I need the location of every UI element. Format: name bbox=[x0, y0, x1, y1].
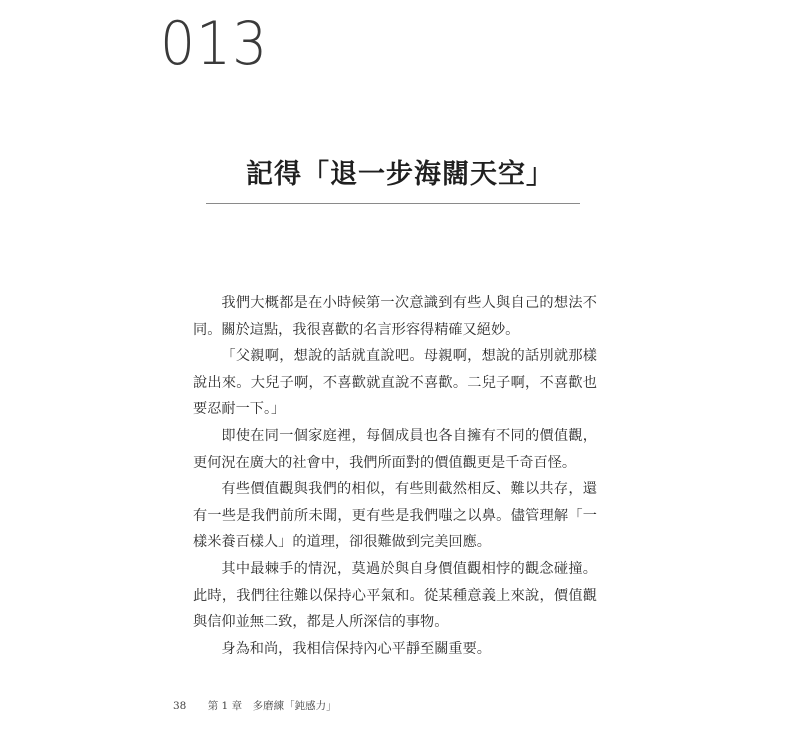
page-footer bbox=[173, 698, 337, 713]
paragraph: 我們大概都是在小時候第一次意識到有些人與自己的想法不同。關於這點，我很喜歡的名言形容得精確又絕妙。 bbox=[193, 295, 597, 338]
page-title: 記得「退一步海闊天空」 bbox=[246, 159, 554, 190]
paragraph: 「父親啊，想說的話就直說吧。母親啊，想說的話別就那樣說出來。大兒子啊，不喜歡就直說不喜歡。二兒子啊，不喜歡也要忍耐一下。」 bbox=[193, 348, 597, 418]
running-chapter-label: 第 1 章 多磨練「鈍感力」 bbox=[207, 700, 337, 712]
paragraph: 其中最棘手的情況，莫過於與自身價值觀相悖的觀念碰撞。此時，我們往往難以保持心平氣和。從某種意義上來說，價值觀與信仰並無二致，都是人所深信的事物。 bbox=[193, 560, 597, 631]
chapter-number: 013 bbox=[160, 9, 269, 79]
page-number: 38 bbox=[173, 700, 187, 712]
title-divider bbox=[206, 203, 580, 204]
paragraph: 即使在同一個家庭裡，每個成員也各自擁有不同的價值觀，更何況在廣大的社會中，我們所面對的價值觀更是千奇百怪。 bbox=[193, 427, 597, 471]
body-text bbox=[193, 290, 597, 662]
paragraph: 有些價值觀與我們的相似，有些則截然相反、難以共存，還有一些是我們前所未聞，更有些是我們嗤之以鼻。儘管理解「一樣米養百樣人」的道理，卻很難做到完美回應。 bbox=[193, 481, 597, 551]
paragraph: 身為和尚，我相信保持內心平靜至關重要。 bbox=[221, 640, 491, 657]
